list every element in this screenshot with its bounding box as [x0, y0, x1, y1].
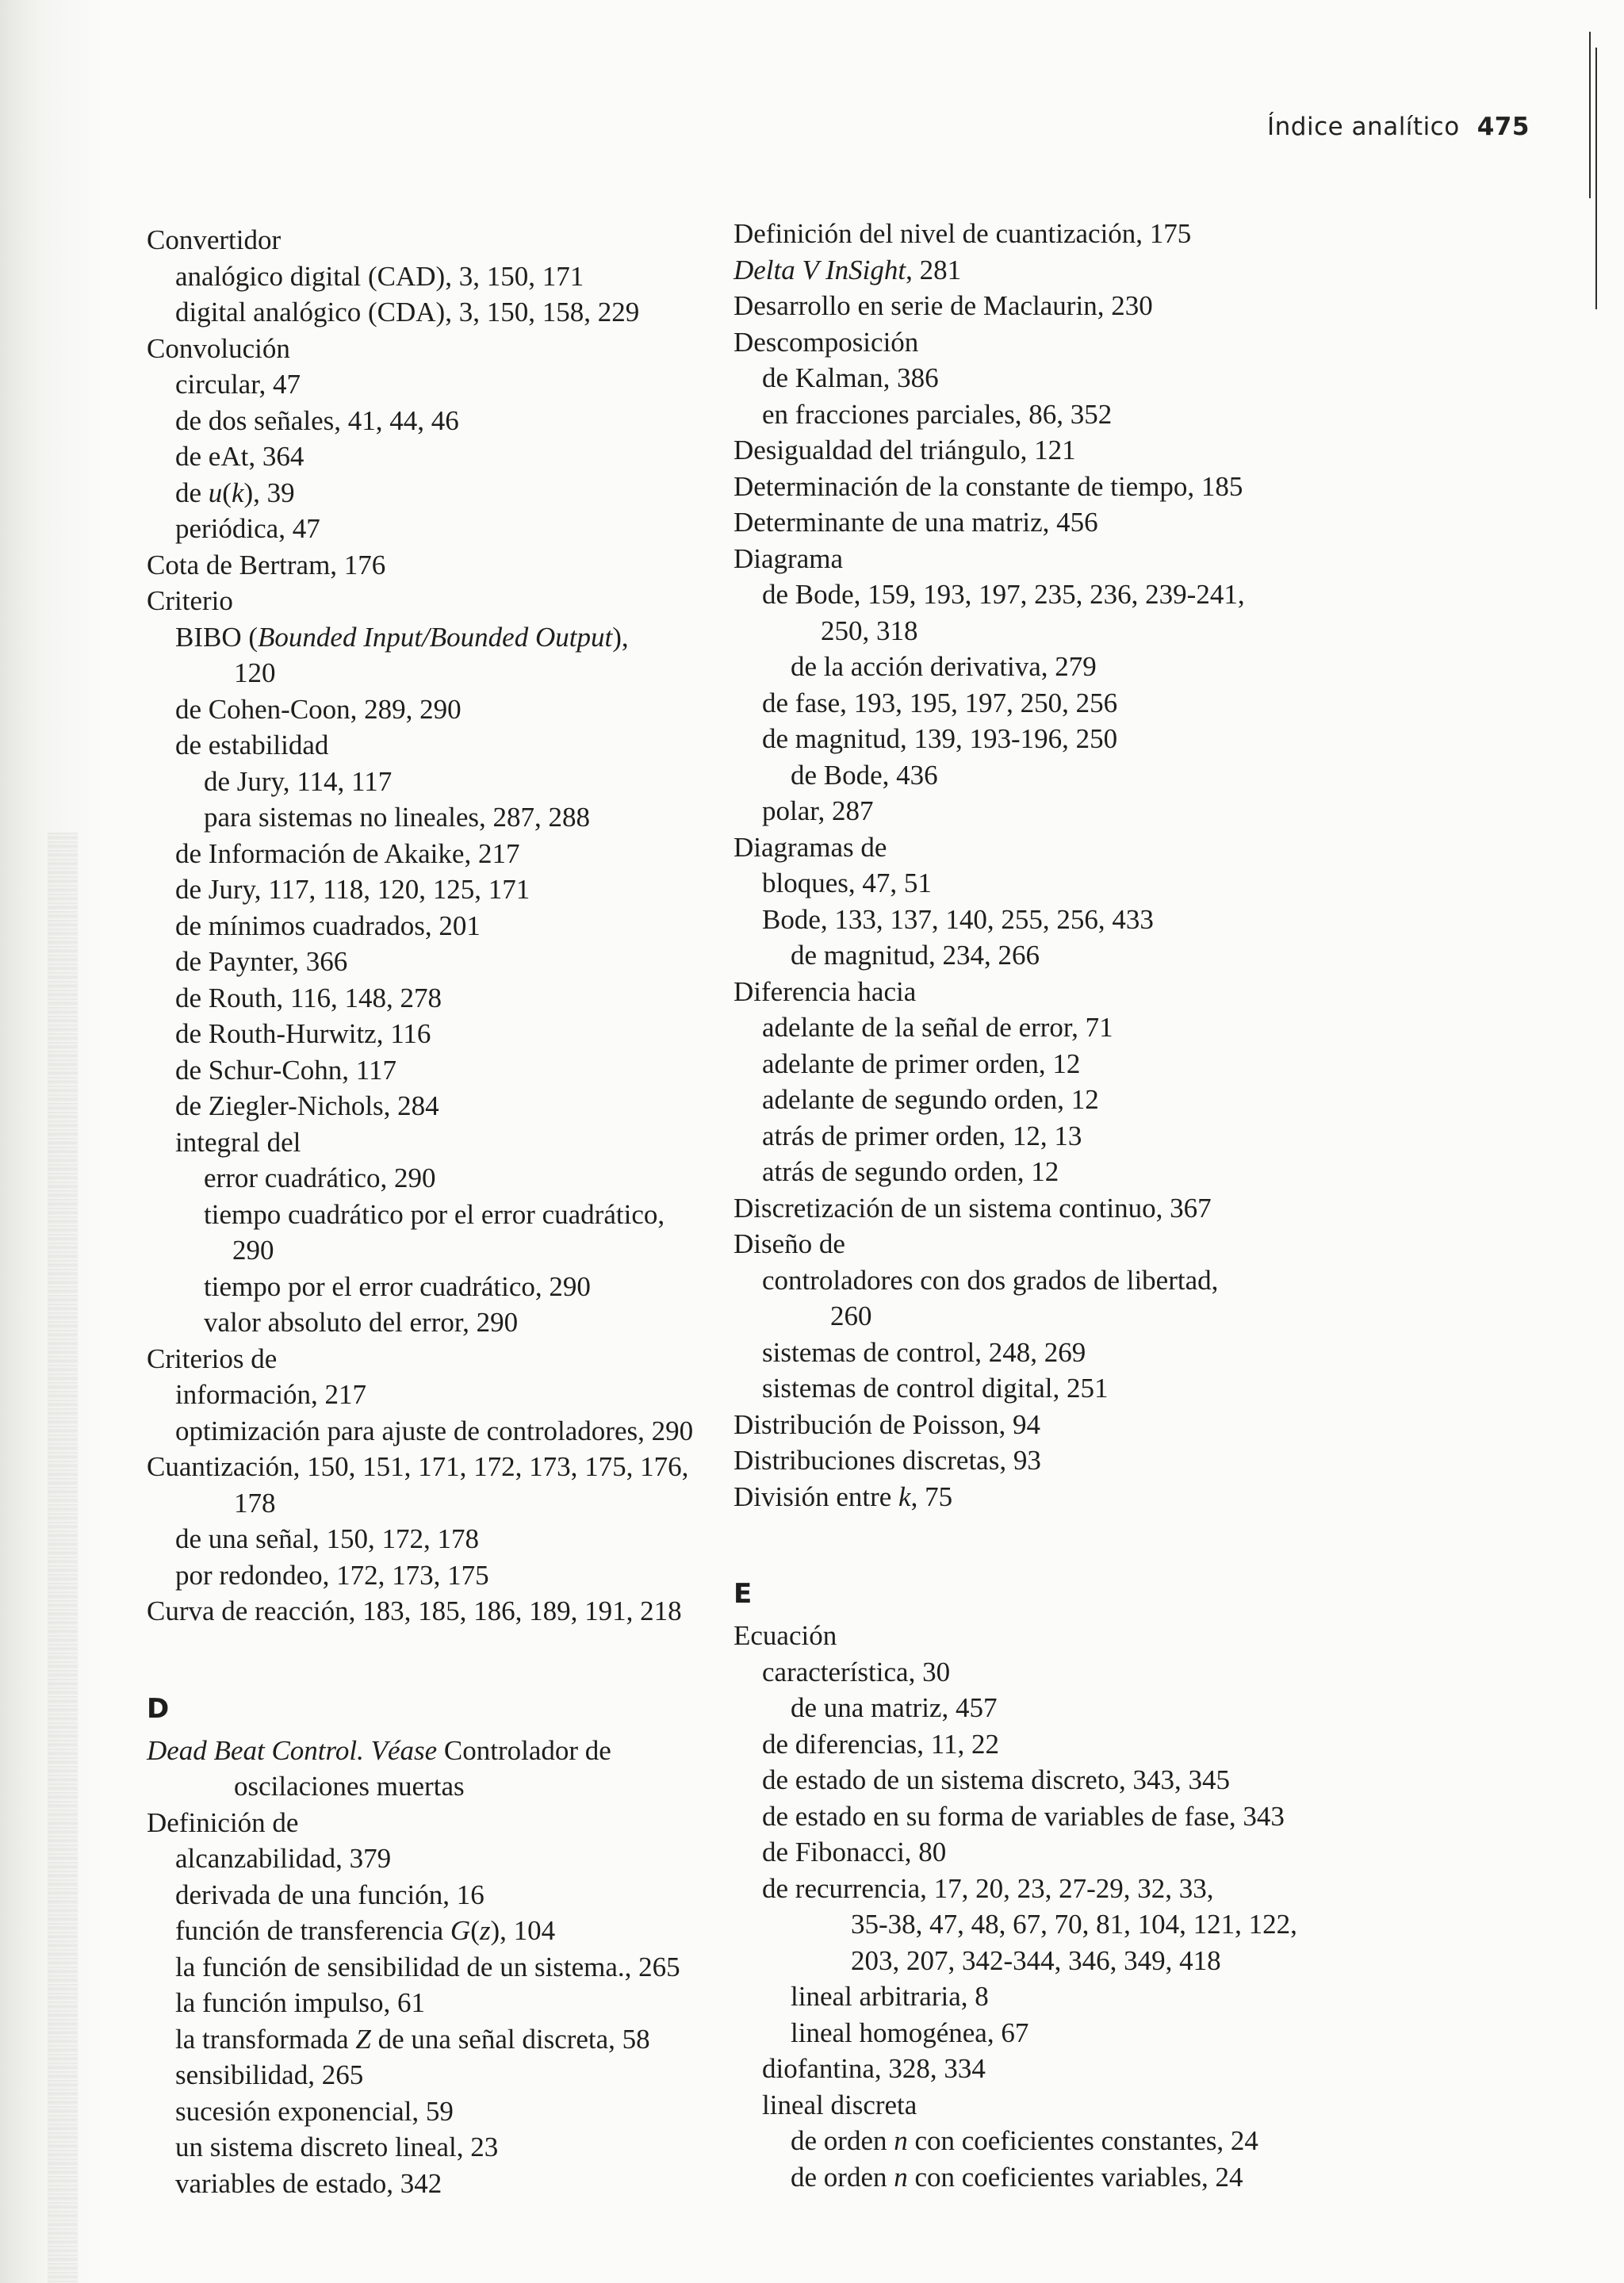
index-entry: adelante de primer orden, 12: [762, 1048, 1081, 1079]
index-entry: de estado en su forma de variables de fase, 343: [762, 1800, 1285, 1832]
index-entry: adelante de la señal de error, 71: [762, 1012, 1113, 1043]
index-entry-italic-text: n: [894, 2161, 908, 2193]
index-entry: Diagramas de: [733, 831, 887, 863]
index-entry: Cota de Bertram, 176: [147, 549, 386, 580]
index-entry: variables de estado, 342: [175, 2167, 442, 2199]
index-entry: oscilaciones muertas: [234, 1771, 465, 1802]
index-entry-italic-text: z: [479, 1915, 491, 1946]
index-entry-text: con coeficientes constantes, 24: [907, 2125, 1258, 2156]
index-entry: polar, 287: [762, 795, 874, 826]
index-entry: de Bode, 159, 193, 197, 235, 236, 239-241,: [762, 579, 1245, 610]
index-entry-text: Controlador de: [437, 1734, 611, 1766]
index-entry-italic-text: Dead Beat Control. Véase: [147, 1734, 438, 1766]
index-entry: de Cohen-Coon, 289, 290: [175, 693, 462, 725]
index-entry: de Routh-Hurwitz, 116: [175, 1018, 431, 1049]
index-entry-italic-text: u: [208, 477, 223, 508]
index-entry: de magnitud, 234, 266: [791, 940, 1040, 971]
index-entry: Diferencia hacia: [733, 975, 917, 1007]
index-entry: 250, 318: [821, 615, 918, 646]
index-entry: Distribución de Poisson, 94: [733, 1408, 1040, 1440]
index-entry: controladores con dos grados de libertad,: [762, 1264, 1219, 1296]
index-entry: de estabilidad: [175, 730, 329, 760]
index-entry: 178: [234, 1487, 276, 1519]
index-entry-text: ),: [612, 621, 629, 653]
index-entry: de una matriz, 457: [791, 1692, 998, 1723]
index-entry: [733, 2123, 1297, 2159]
index-entry: derivada de una función, 16: [175, 1879, 485, 1910]
running-header: [1267, 113, 1530, 141]
index-entry-text: (: [222, 477, 232, 508]
index-entry: sistemas de control, 248, 269: [762, 1336, 1086, 1368]
index-entry: de mínimos cuadrados, 201: [175, 910, 481, 941]
index-entry-italic-text: k: [231, 477, 244, 508]
index-entry: de la acción derivativa, 279: [791, 651, 1097, 682]
index-entry: 35-38, 47, 48, 67, 70, 81, 104, 121, 122,: [851, 1909, 1297, 1940]
index-entry: de recurrencia, 17, 20, 23, 27-29, 32, 33,: [762, 1872, 1214, 1904]
index-entry: [733, 2159, 1297, 2196]
index-entry: la función de sensibilidad de un sistema., 265: [175, 1951, 680, 1982]
section-spacer: [147, 1630, 693, 1685]
index-entry: Convolución: [147, 332, 290, 364]
index-entry: atrás de primer orden, 12, 13: [762, 1120, 1082, 1151]
index-entry: analógico digital (CAD), 3, 150, 171: [175, 260, 584, 292]
index-entry: Cuantización, 150, 151, 171, 172, 173, 175, 176,: [147, 1451, 689, 1482]
index-entry: Desigualdad del triángulo, 121: [733, 435, 1076, 465]
index-entry: Bode, 133, 137, 140, 255, 256, 433: [762, 903, 1154, 935]
index-entry: de Fibonacci, 80: [762, 1837, 947, 1867]
index-entry: [147, 1913, 693, 1949]
section-letter-heading: E: [733, 1578, 753, 1610]
page-number: 475: [1477, 113, 1530, 141]
index-entry: optimización para ajuste de controladores, 290: [175, 1415, 694, 1446]
index-entry: [147, 619, 693, 656]
index-entry: de magnitud, 139, 193-196, 250: [762, 723, 1118, 754]
page-edge-line: [1589, 32, 1591, 198]
index-entry: Descomposición: [733, 326, 919, 358]
index-entry: de eAt, 364: [175, 441, 304, 472]
index-entry: Definición del nivel de cuantización, 175: [733, 218, 1192, 249]
index-entry: Criterios de: [147, 1343, 278, 1374]
index-entry: sistemas de control digital, 251: [762, 1373, 1109, 1404]
index-entry: característica, 30: [762, 1656, 951, 1687]
index-entry: por redondeo, 172, 173, 175: [175, 1559, 489, 1591]
index-entry-italic-text: Delta V InSight: [733, 254, 906, 285]
running-header-title: Índice analítico: [1267, 113, 1460, 141]
index-entry: Convertidor: [147, 224, 282, 255]
index-entry-text: ), 39: [243, 477, 295, 508]
index-entry: información, 217: [175, 1379, 367, 1410]
index-entry: digital analógico (CDA), 3, 150, 158, 229: [175, 297, 640, 328]
index-entry: 120: [234, 657, 276, 688]
index-entry: de diferencias, 11, 22: [762, 1728, 1000, 1760]
index-entry: Criterio: [147, 585, 233, 616]
index-entry-text: BIBO (: [175, 621, 259, 653]
index-entry: Determinación de la constante de tiempo, 185: [733, 470, 1243, 502]
scan-noise: [48, 833, 78, 2283]
index-entry: Ecuación: [733, 1620, 837, 1651]
index-entry: de Jury, 117, 118, 120, 125, 171: [175, 874, 530, 905]
section-letter-heading: D: [147, 1692, 170, 1725]
index-entry: de una señal, 150, 172, 178: [175, 1523, 479, 1554]
index-entry: Discretización de un sistema continuo, 367: [733, 1192, 1212, 1224]
index-entry: Definición de: [147, 1806, 299, 1838]
index-entry: periódica, 47: [175, 513, 320, 544]
index-entry: circular, 47: [175, 369, 301, 400]
index-entry: lineal discreta: [762, 2089, 917, 2120]
index-entry-text: de orden: [791, 2161, 894, 2193]
index-entry: Curva de reacción, 183, 185, 186, 189, 191, 218: [147, 1595, 682, 1626]
index-entry: valor absoluto del error, 290: [204, 1307, 519, 1338]
index-entry: de fase, 193, 195, 197, 250, 256: [762, 687, 1118, 718]
index-entry: Distribuciones discretas, 93: [733, 1445, 1041, 1476]
index-entry: [147, 475, 693, 511]
index-entry: lineal homogénea, 67: [791, 2017, 1029, 2048]
index-entry: de dos señales, 41, 44, 46: [175, 404, 459, 436]
index-entry: la función impulso, 61: [175, 1987, 425, 2018]
index-entry: [733, 1479, 1297, 1515]
index-entry: un sistema discreto lineal, 23: [175, 2132, 499, 2162]
index-entry: adelante de segundo orden, 12: [762, 1084, 1099, 1115]
index-entry-text: de una señal discreta, 58: [370, 2023, 650, 2055]
index-entry-italic-text: Z: [355, 2023, 371, 2055]
index-entry-italic-text: n: [894, 2125, 908, 2156]
index-entry-italic-text: G: [450, 1915, 471, 1946]
index-entry: tiempo por el error cuadrático, 290: [204, 1270, 591, 1302]
index-entry: [147, 2021, 693, 2058]
index-entry: de Bode, 436: [791, 759, 938, 791]
index-column-left: [147, 222, 693, 2201]
index-entry: de Jury, 114, 117: [204, 765, 393, 797]
index-entry: atrás de segundo orden, 12: [762, 1156, 1059, 1187]
index-entry: Diagrama: [733, 542, 843, 574]
index-entry: error cuadrático, 290: [204, 1163, 436, 1193]
index-entry: Desarrollo en serie de Maclaurin, 230: [733, 290, 1153, 321]
index-entry-text: la transformada: [175, 2023, 356, 2055]
index-entry: de estado de un sistema discreto, 343, 345: [762, 1764, 1231, 1795]
index-entry-text: ), 104: [490, 1915, 556, 1946]
index-entry: sucesión exponencial, 59: [175, 2095, 454, 2127]
index-entry: de Routh, 116, 148, 278: [175, 982, 442, 1013]
index-entry-italic-text: Bounded Input/Bounded Output: [258, 621, 613, 653]
index-entry-italic-text: k: [898, 1481, 911, 1512]
index-entry-text: de: [175, 477, 209, 508]
index-entry: de Kalman, 386: [762, 362, 939, 393]
index-entry: [147, 1733, 693, 1769]
index-entry: de Ziegler-Nichols, 284: [175, 1090, 439, 1121]
index-entry: de Información de Akaike, 217: [175, 837, 520, 869]
index-entry-text: (: [470, 1915, 480, 1946]
index-entry: integral del: [175, 1126, 301, 1158]
index-entry: de Paynter, 366: [175, 946, 348, 977]
index-entry: sensibilidad, 265: [175, 2059, 364, 2090]
index-entry-text: con coeficientes variables, 24: [907, 2161, 1243, 2193]
index-entry: lineal arbitraria, 8: [791, 1981, 989, 2012]
page-edge-line: [1595, 48, 1597, 309]
index-entry-text: , 75: [910, 1481, 953, 1512]
index-entry: de Schur-Cohn, 117: [175, 1054, 396, 1086]
index-entry: [733, 252, 1297, 289]
index-entry: 260: [830, 1300, 872, 1331]
index-entry: alcanzabilidad, 379: [175, 1843, 392, 1874]
index-entry: 290: [232, 1235, 274, 1266]
index-entry-text: de orden: [791, 2125, 894, 2156]
index-column-right: [733, 216, 1297, 2195]
section-spacer: [733, 1515, 1297, 1570]
index-entry: bloques, 47, 51: [762, 868, 932, 898]
index-entry: 203, 207, 342-344, 346, 349, 418: [851, 1944, 1221, 1976]
index-entry-text: función de transferencia: [175, 1915, 450, 1946]
index-entry: Diseño de: [733, 1228, 845, 1259]
index-entry: Determinante de una matriz, 456: [733, 507, 1098, 538]
index-entry: tiempo cuadrático por el error cuadrático,: [204, 1198, 665, 1230]
index-entry-text: , 281: [906, 254, 962, 285]
index-entry: diofantina, 328, 334: [762, 2053, 986, 2084]
index-entry: para sistemas no lineales, 287, 288: [204, 802, 590, 833]
index-entry: en fracciones parciales, 86, 352: [762, 398, 1113, 430]
index-entry-text: División entre: [733, 1481, 899, 1512]
